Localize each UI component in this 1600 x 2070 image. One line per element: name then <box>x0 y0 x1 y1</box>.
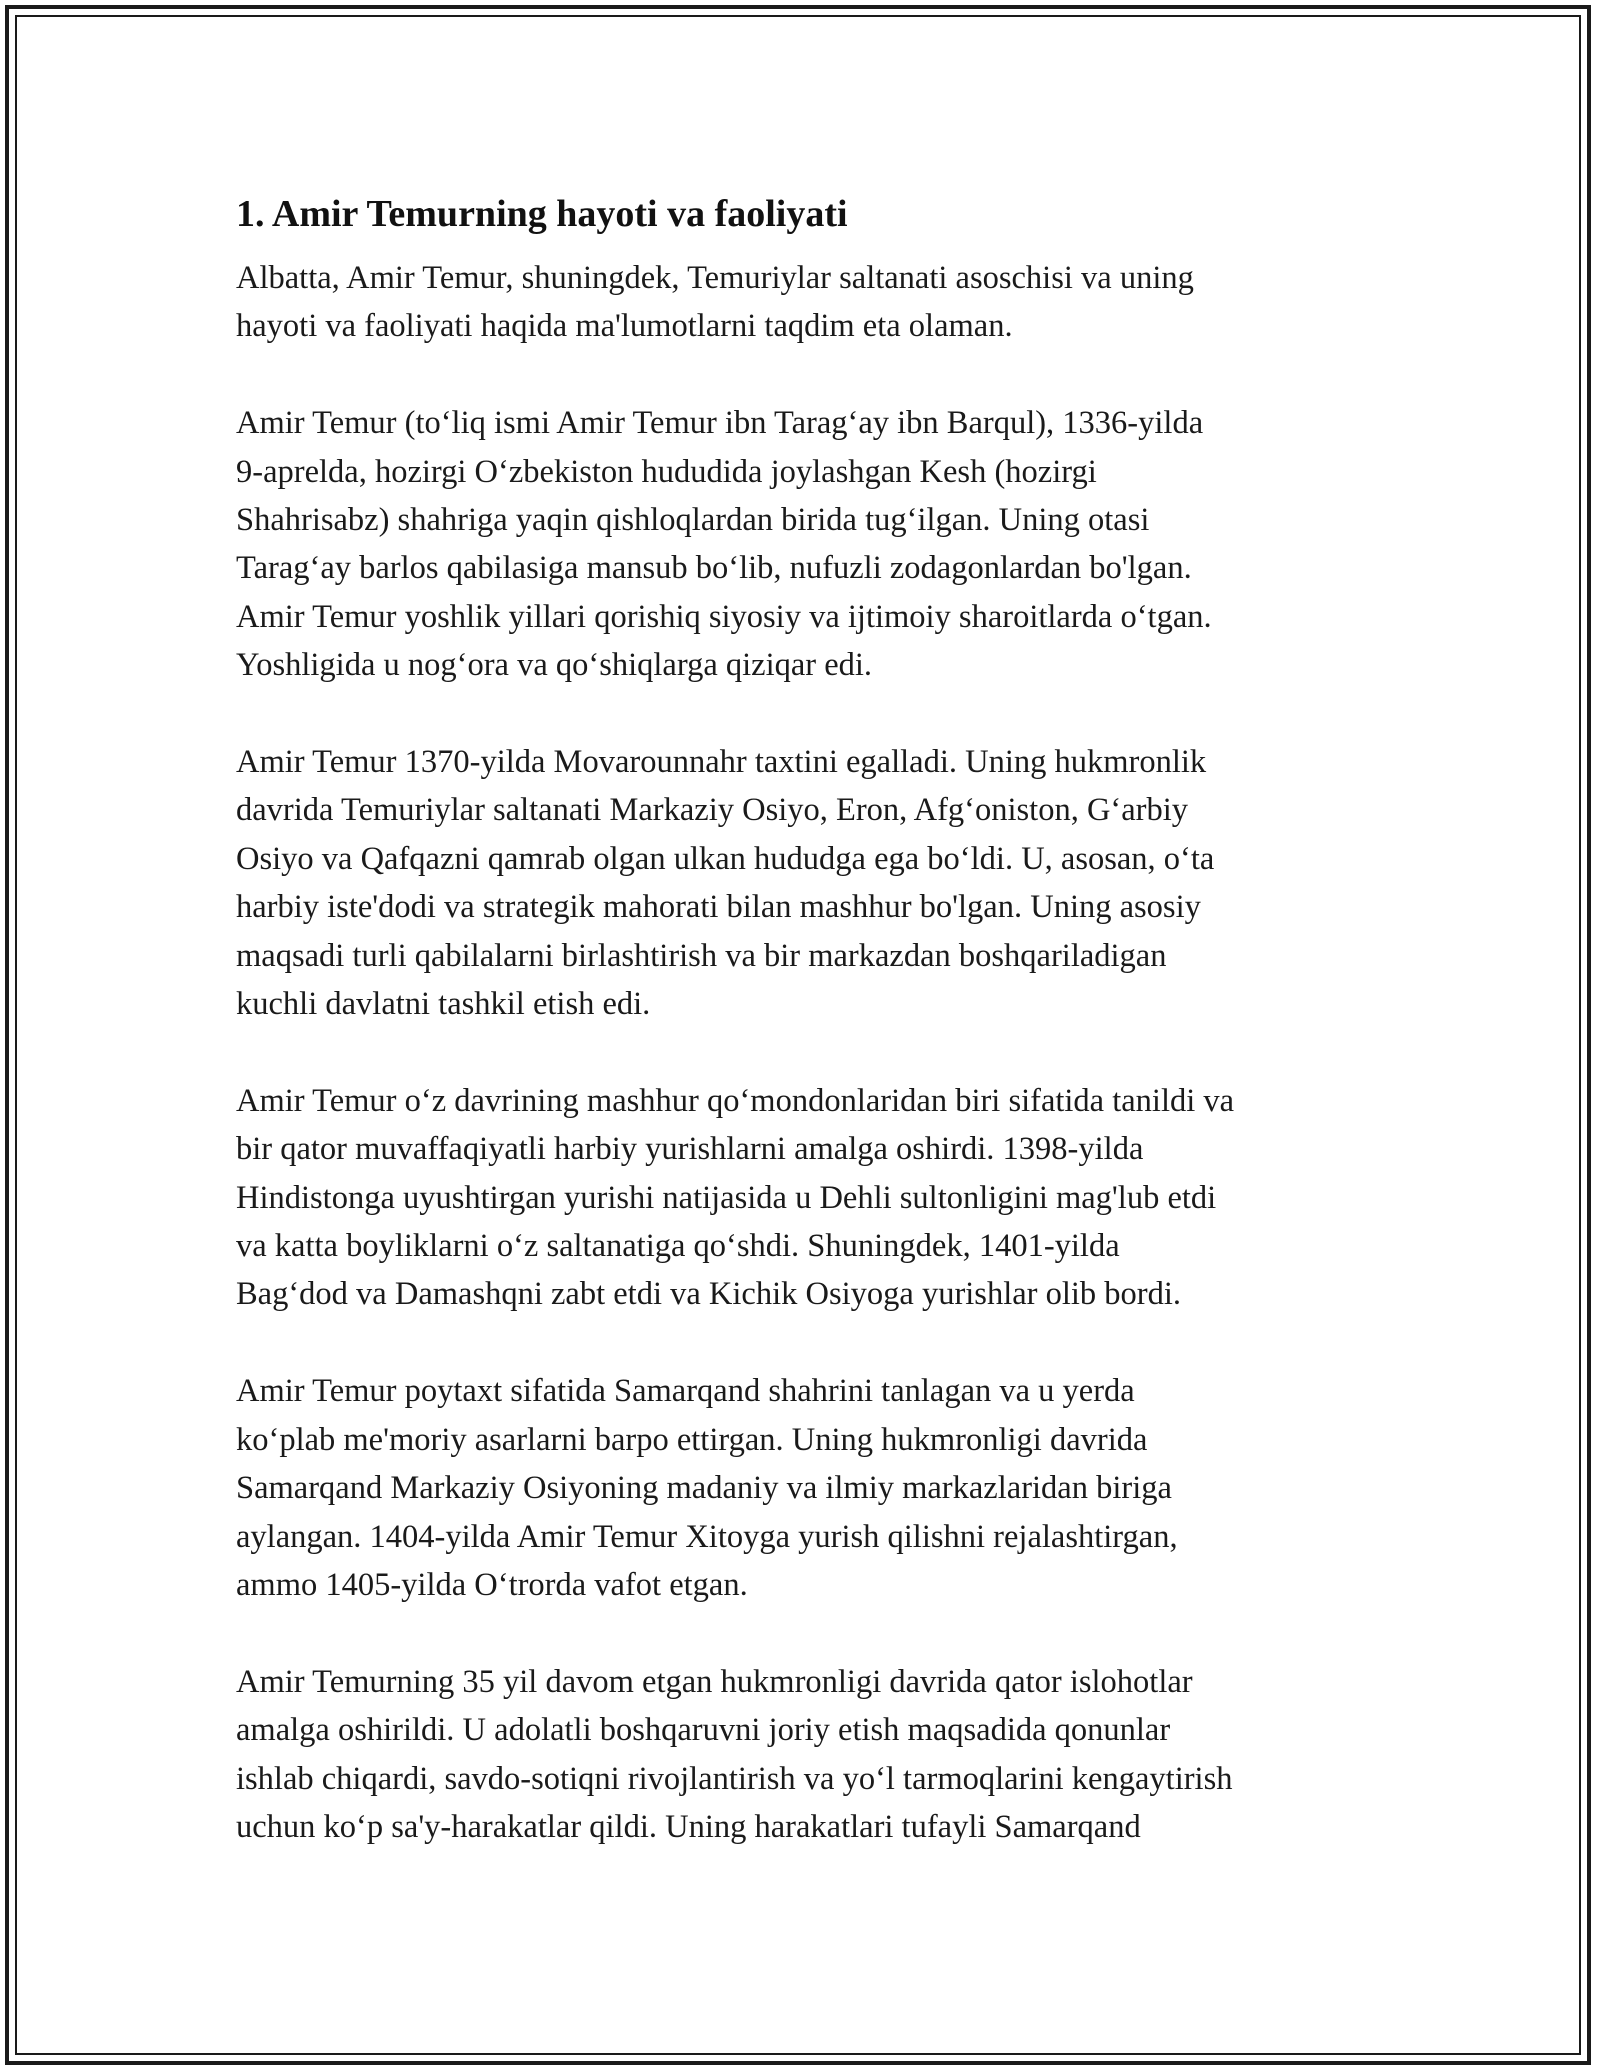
paragraph-intro: Albatta, Amir Temur, shuningdek, Temuriylar saltanati asoschisi va uning hayoti va faoliyati haqida ma'lumotlarni taqdim eta olaman. <box>236 260 1194 345</box>
document-body <box>236 186 1386 1851</box>
paragraph-reforms: Amir Temurning 35 yil davom etgan hukmronligi davrida qator islohotlar amalga oshirildi. U adolatli boshqaruvni joriy etish maqsadida qonunlar ishlab chiqardi, savdo-sotiqni rivojlantirish va yoʻl tarmoqlarini kengaytirish uchun koʻp sa'y-harakatlar qildi. Uning harakatlari tufayli Samarqand <box>236 1663 1233 1845</box>
paragraph-samarkand: Amir Temur poytaxt sifatida Samarqand shahrini tanlagan va u yerda koʻplab me'moriy asarlarni barpo ettirgan. Uning hukmronligi davrida Samarqand Markaziy Osiyoning madaniy va ilmiy markazlaridan biriga aylangan. 1404-yilda Amir Temur Xitoyga yurish qilishni rejalashtirgan, ammo 1405-yilda Oʻtrorda vafot etgan. <box>236 1373 1178 1603</box>
paragraph-campaigns: Amir Temur oʻz davrining mashhur qoʻmondonlaridan biri sifatida tanildi va bir qator muvaffaqiyatli harbiy yurishlarni amalga oshirdi. 1398-yilda Hindistonga uyushtirgan yurishi natijasida u Dehli sultonligini mag'lub etdi va katta boyliklarni oʻz saltanatiga qoʻshdi. Shuningdek, 1401-yilda Bagʻdod va Damashqni zabt etdi va Kichik Osiyoga yurishlar olib bordi. <box>236 1082 1235 1313</box>
paragraph-birth: Amir Temur (toʻliq ismi Amir Temur ibn Taragʻay ibn Barqul), 1336-yilda 9-aprelda, hozirgi Oʻzbekiston hududida joylashgan Kesh (hozirgi Shahrisabz) shahriga yaqin qishloqlardan birida tugʻilgan. Uning otasi Taragʻay barlos qabilasiga mansub boʻlib, nufuzli zodagonlardan bo'lgan. Amir Temur yoshlik yillari qorishiq siyosiy va ijtimoiy sharoitlarda oʻtgan. Yoshligida u nogʻora va qoʻshiqlarga qiziqar edi. <box>236 405 1212 684</box>
section-heading: 1. Amir Temurning hayoti va faoliyati <box>236 193 848 235</box>
paragraph-reign: Amir Temur 1370-yilda Movarounnahr taxtini egalladi. Uning hukmronlik davrida Temuriylar saltanati Markaziy Osiyo, Eron, Afgʻoniston, Gʻarbiy Osiyo va Qafqazni qamrab olgan ulkan hududga ega boʻldi. U, asosan, oʻta harbiy iste'dodi va strategik mahorati bilan mashhur bo'lgan. Uning asosiy maqsadi turli qabilalarni birlashtirish va bir markazdan boshqariladigan kuchli davlatni tashkil etish edi. <box>236 744 1215 1023</box>
